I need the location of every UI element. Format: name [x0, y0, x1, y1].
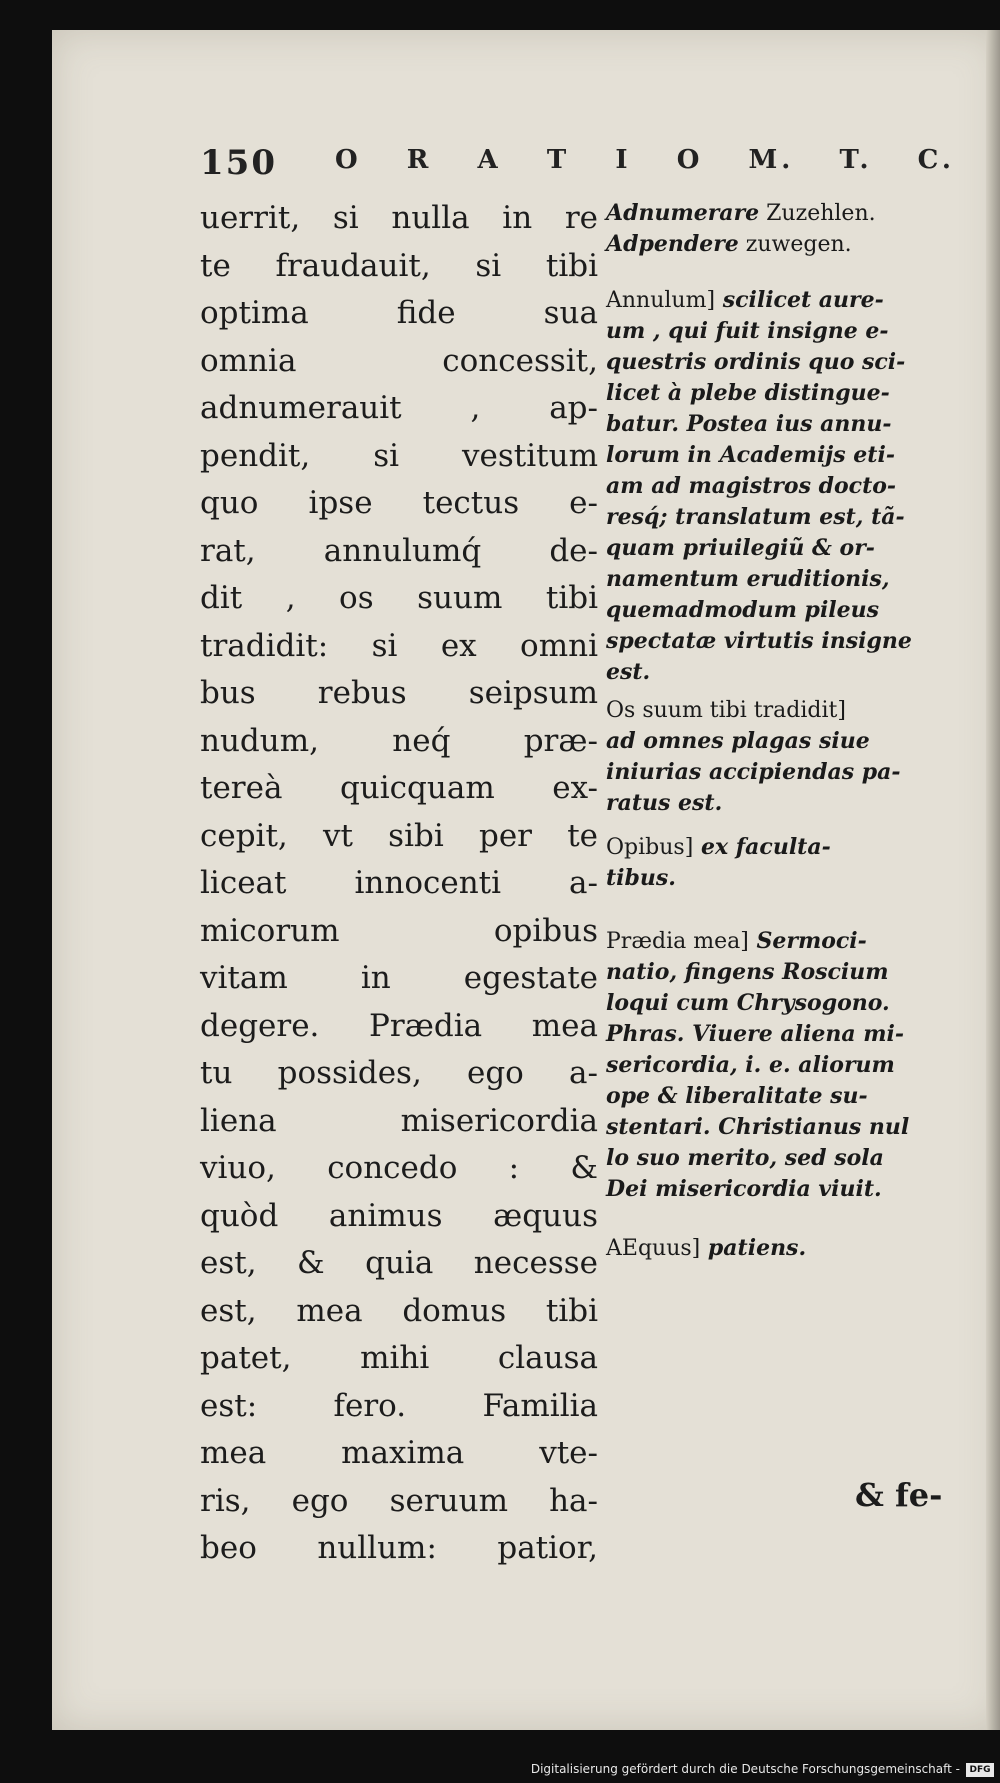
note-lemma: Prædia mea]: [606, 929, 749, 954]
text-line: dit , os suum tibi: [200, 580, 598, 616]
text-line: est, mea domus tibi: [200, 1292, 598, 1329]
note-gloss: patiens.: [700, 1235, 807, 1261]
text-line: rat, annulumq́ de-: [200, 532, 598, 569]
text-line: quòd animus æquus: [200, 1197, 598, 1234]
note-line: [606, 378, 953, 409]
text-line: viuo, concedo : &: [200, 1150, 598, 1186]
note-gloss: lorum in Academijs eti-: [606, 442, 895, 468]
text-line: ris, ego seruum ha-: [200, 1482, 598, 1519]
text-line: nudum, neq́ præ-: [200, 722, 598, 759]
text-line: adnumerauit , ap-: [200, 390, 598, 426]
running-title-letter: I: [615, 145, 632, 175]
note-lemma: Os suum tibi tradidit]: [606, 698, 846, 723]
note-line: [606, 957, 953, 988]
note-gloss: scilicet aure-: [715, 287, 884, 313]
note-line: [606, 695, 953, 726]
note-gloss: quemadmodum pileus: [606, 597, 880, 623]
note-gloss: Adnumerare: [606, 200, 760, 226]
note-gloss: Phras. Viuere aliena mi-: [606, 1021, 905, 1047]
note-line: [606, 757, 953, 788]
marginal-note: [606, 285, 953, 688]
page-number: 150: [200, 143, 277, 183]
main-text-column: [200, 195, 598, 1573]
text-line: tu possides, ego a-: [200, 1055, 598, 1091]
note-line: [606, 409, 953, 440]
note-line: [606, 1143, 953, 1174]
note-gloss: Adpendere: [606, 231, 739, 257]
note-gloss: Dei misericordia viuit.: [606, 1176, 882, 1202]
note-gloss: ex faculta-: [693, 834, 831, 860]
note-line: [606, 1050, 953, 1081]
note-line: [606, 1081, 953, 1112]
note-gloss: questris ordinis quo sci-: [606, 349, 906, 375]
note-line: [606, 1174, 953, 1205]
note-line: [606, 626, 953, 657]
text-line: est, & quia necesse: [200, 1245, 598, 1281]
note-gloss: licet à plebe distingue-: [606, 380, 890, 406]
note-line: [606, 988, 953, 1019]
marginal-note: [606, 695, 953, 819]
note-gloss: tibus.: [606, 865, 676, 891]
note-gloss: ope & liberalitate su-: [606, 1083, 868, 1109]
text-line: liceat innocenti a-: [200, 865, 598, 901]
catchword: & fe-: [855, 1476, 943, 1514]
note-line: [606, 595, 953, 626]
note-lemma: Opibus]: [606, 835, 694, 860]
note-gloss: batur. Postea ius annu-: [606, 411, 892, 437]
text-line: vitam in egestate: [200, 960, 598, 996]
note-line: [606, 564, 953, 595]
text-line: est: fero. Familia: [200, 1387, 598, 1424]
note-lemma: AEquus]: [606, 1236, 701, 1261]
text-line: uerrit, si nulla in re: [200, 200, 598, 236]
note-line: [606, 229, 953, 260]
text-line: mea maxima vte-: [200, 1435, 598, 1471]
page-edge: [986, 30, 1000, 1730]
note-line: [606, 347, 953, 378]
running-title-letter: A: [477, 145, 502, 175]
page-header: [200, 143, 960, 193]
dfg-logo: DFG: [966, 1763, 994, 1777]
running-title-letter: O: [335, 145, 362, 175]
note-line: [606, 863, 953, 894]
text-line: tradidit: si ex omni: [200, 627, 598, 664]
note-gloss: quam priuilegiũ & or-: [606, 535, 875, 561]
note-gloss: um , qui fuit insigne e-: [606, 318, 889, 344]
note-lemma: zuwegen.: [738, 232, 852, 257]
text-line: liena misericordia: [200, 1102, 598, 1139]
note-line: [606, 471, 953, 502]
note-line: [606, 1112, 953, 1143]
marginal-note: [606, 926, 953, 1205]
text-line: te fraudauit, si tibi: [200, 247, 598, 284]
marginal-note: [606, 198, 953, 260]
note-gloss: ratus est.: [606, 790, 723, 816]
note-line: [606, 502, 953, 533]
note-gloss: stentari. Christianus nul: [606, 1114, 910, 1140]
note-gloss: am ad magistros docto-: [606, 473, 897, 499]
note-gloss: sericordia, i. e. aliorum: [606, 1052, 895, 1078]
marginal-note: [606, 1233, 953, 1264]
text-line: cepit, vt sibi per te: [200, 817, 598, 854]
running-title-letter: R: [406, 145, 433, 175]
note-lemma: Zuzehlen.: [759, 201, 876, 226]
note-line: [606, 440, 953, 471]
running-title-letter: T: [546, 145, 571, 175]
text-line: bus rebus seipsum: [200, 675, 598, 711]
note-gloss: natio, fingens Roscium: [606, 959, 889, 985]
note-line: [606, 316, 953, 347]
note-gloss: Sermoci-: [748, 928, 867, 954]
note-line: [606, 788, 953, 819]
running-title-letter: C.: [917, 145, 955, 175]
footer-bar: [0, 1760, 1000, 1783]
running-title-letter: T.: [839, 145, 873, 175]
note-gloss: est.: [606, 659, 651, 685]
note-line: [606, 1019, 953, 1050]
running-title-letter: M.: [748, 145, 795, 175]
text-line: tereà quicquam ex-: [200, 770, 598, 806]
text-line: omnia concessit,: [200, 342, 598, 379]
text-line: degere. Prædia mea: [200, 1007, 598, 1044]
note-gloss: namentum eruditionis,: [606, 566, 890, 592]
text-line: patet, mihi clausa: [200, 1340, 598, 1376]
note-line: [606, 533, 953, 564]
marginal-note: [606, 832, 953, 894]
note-line: [606, 926, 953, 957]
note-line: [606, 726, 953, 757]
note-line: [606, 832, 953, 863]
text-line: pendit, si vestitum: [200, 437, 598, 474]
note-gloss: ad omnes plagas siue: [606, 728, 870, 754]
note-gloss: iniurias accipiendas pa-: [606, 759, 901, 785]
note-gloss: lo suo merito, sed sola: [606, 1145, 884, 1171]
note-gloss: loqui cum Chrysogono.: [606, 990, 890, 1016]
footer-credit: Digitalisierung gefördert durch die Deutsche Forschungsgemeinschaft -: [530, 1762, 960, 1776]
note-gloss: spectatæ virtutis insigne: [606, 628, 912, 654]
text-line: quo ipse tectus e-: [200, 485, 598, 521]
text-line: micorum opibus: [200, 912, 598, 949]
note-line: [606, 1233, 953, 1264]
note-line: [606, 285, 953, 316]
note-gloss: resq́; translatum est, tã-: [606, 504, 905, 530]
note-line: [606, 657, 953, 688]
note-line: [606, 198, 953, 229]
text-line: beo nullum: patior,: [200, 1530, 598, 1566]
running-title: [335, 145, 955, 175]
text-line: optima fide sua: [200, 295, 598, 331]
note-lemma: Annulum]: [606, 288, 716, 313]
running-title-letter: O: [676, 145, 704, 175]
